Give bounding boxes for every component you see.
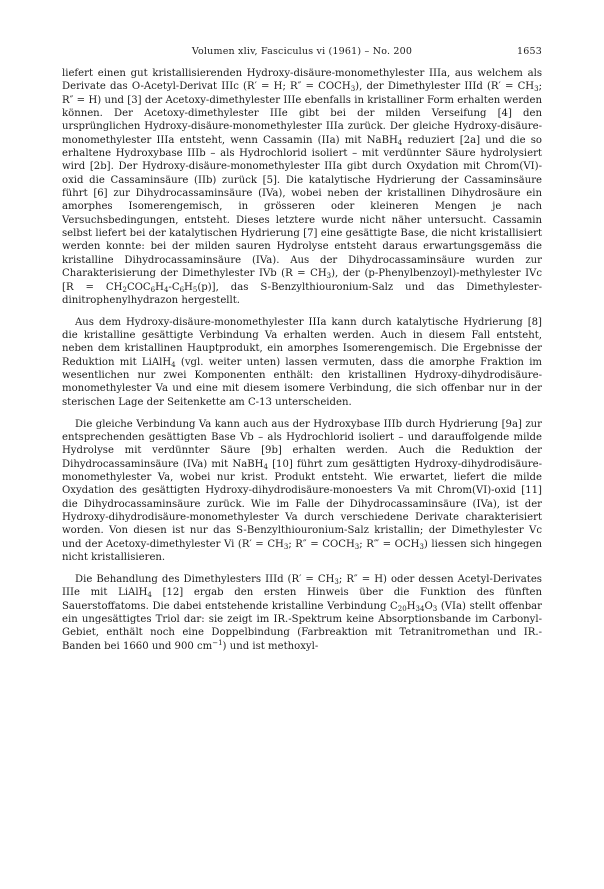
subscript: 4 — [397, 138, 403, 147]
subscript: 5 — [192, 285, 198, 294]
paragraph — [62, 573, 542, 653]
subscript: 3 — [326, 272, 332, 281]
text-run: Aus dem Hydroxy-disäure-monomethylester IIIa kann durch katalytische Hydrierung [8] die kristalline gesättigte Verbindung Va erhalten werden. Auch in diesem Fall entsteht, neben dem kristallinen Hauptprodukt, ein amorphes Isomerengemisch. Die Ergebnisse der Reduktion mit LiAlH — [62, 316, 542, 368]
text-run: Die gleiche Verbindung Va kann auch aus der Hydroxybase IIIb durch Hydrierung [9a] zur entsprechenden gesättigten Base Vb – als Hydrochlorid isoliert – und darauffolgende milde Hydrolyse mit verdünnter Säure [9b] erhalten werden. Auch die Reduktion der Dihydrocassaminsäure (IVa) mit NaBH — [62, 418, 542, 470]
subscript: 3 — [419, 542, 424, 551]
text-run: ; R″ = COCH — [288, 538, 355, 550]
text-run: H — [184, 281, 193, 293]
subscript: 4 — [171, 360, 176, 369]
paragraph — [62, 418, 542, 565]
text-run: (vgl. weiter unten) lassen vermuten, dass die amorphe Fraktion im wesentlichen nur zwei Komponenten enthält: den kristallinen Hydroxy-dihydrodisäure-monomethylester Va und eine mit diesem isomere Verbindung, die sich offenbar nur in der sterischen Lage der Seitenkette am C-13 unterscheiden. — [62, 356, 542, 408]
running-header — [62, 46, 542, 62]
subscript: 4 — [263, 462, 268, 471]
text-run: (VIa) stellt offenbar ein ungesättigtes Triol dar: sie zeigt im IR.-Spektrum keine Absorptionsbande im Carbonyl-Gebiet, enthält noch eine Doppelbindung (Farbreaktion mit Tetranitromethan und IR.-Banden bei 1660 und 900 cm — [62, 600, 542, 652]
superscript: −1 — [212, 638, 223, 647]
subscript: 6 — [150, 285, 156, 294]
text-run: COC — [126, 281, 151, 293]
text-run: ), der Dimethylester IIId (R′ = CH — [355, 81, 535, 93]
text-run: O — [424, 600, 433, 612]
text-run: ) liessen sich hingegen nicht kristallisieren. — [62, 538, 542, 564]
subscript: 3 — [354, 542, 360, 551]
running-title: Volumen xliv, Fasciculus vi (1961) – No. 200 — [191, 46, 413, 57]
text-run: ; R″ = H) und [3] der Acetoxy-dimethylester IIIe ebenfalls in kristalliner Form erhalten werden können. Der Acetoxy-dimethylester IIIe gibt bei der milden Verseifung [4] den ursprünglichen Hydroxy-disäure-monomethylester IIIa zurück. Der gleiche Hydroxy-disäure-monomethylester IIIa entsteht, wenn Cassamin (IIa) mit NaBH — [62, 81, 542, 146]
subscript: 2 — [122, 285, 127, 294]
text-run: ; R″ = H) oder dessen Acetyl-Derivates IIIe mit LiAlH — [62, 573, 542, 599]
page-number: 1653 — [517, 46, 542, 57]
subscript: 4 — [163, 285, 169, 294]
text-run: H — [406, 600, 416, 612]
text-run: ) und ist methoxyl- — [222, 640, 319, 652]
text-run: Die Behandlung des Dimethylesters IIId (R′ = CH — [75, 573, 335, 585]
subscript: 3 — [432, 604, 438, 613]
text-run: [12] ergab den ersten Hinweis über die Funktion des fünften Sauerstoffatoms. Die dabei entstehende kristalline Verbindung C — [62, 587, 542, 612]
text-run: -C — [168, 281, 180, 293]
subscript: 4 — [147, 591, 152, 600]
text-run: reduziert [2a] und die so erhaltene Hydroxybase IIIb – als Hydrochlorid isoliert – mit verdünnter Säure hydrolysiert wird [2b]. Der Hydroxy-disäure-monomethylester IIIa gibt durch Oxydation mit Chrom(VI)-oxid die Cassaminsäure (IIb) zurück [5]. Die katalytische Hydrierung der Cassaminsäure führt [6] zur Dihydrocassaminsäure (IVa), wobei neben der kristallinen Dihydrosäure ein amorphes Isomerengemisch, in grösseren oder kleineren Mengen je nach Versuchsbedingungen, entsteht. Dieses letztere wurde nicht näher untersucht. Cassamin selbst liefert bei der katalytischen Hydrierung [7] eine gesättigte Base, die nicht kristallisiert werden konnte: bei der milden sauren Hydrolyse entsteht daraus erwartungsgemäss die kristalline Dihydrocassaminsäure (IVa). Aus der Dihydrocassaminsäure wurden zur Charakterisierung der Dimethylester IVb (R = CH — [62, 134, 542, 280]
text-run: liefert einen gut kristallisierenden Hydroxy-disäure-monomethylester IIIa, aus welchem als Derivate das O-Acetyl-Derivat IIIc (R′ = H; R″ = COCH — [62, 68, 542, 93]
text-run: ), der (p-Phenylbenzoyl)-methylester IVc [R = CH — [62, 268, 542, 293]
text-run: H — [155, 281, 164, 293]
text-run: ; R‴ = OCH — [359, 538, 420, 550]
subscript: 20 — [397, 604, 407, 613]
subscript: 34 — [415, 604, 425, 613]
subscript: 3 — [334, 577, 339, 586]
paragraph — [62, 67, 542, 307]
subscript: 3 — [534, 85, 539, 94]
text-run: [10] führt zum gesättigten Hydroxy-dihydrodisäure-monomethylester Va, wobei nur krist. Produkt entsteht. Wie erwartet, liefert die milde Oxydation des gesättigten Hydroxy-dihydrodisäure-monoesters Va mit Chrom(VI)-oxid [11] die Dihydrocassaminsäure zurück. Wie im Falle der Dihydrocassaminsäure (IVa), ist der Hydroxy-dihydrodisäure-monomethylester Va durch verschiedene Derivate charakterisiert worden. Von diesen ist nur das S-Benzylthiouronium-Salz kristallin; der Dimethylester Vc und der Acetoxy-dimethylester Vi (R′ = CH — [62, 458, 543, 550]
text-run: (p)], das S-Benzylthiouronium-Salz und das Dimethylester-dinitrophenylhydrazon hergestellt. — [62, 281, 542, 306]
subscript: 3 — [283, 542, 289, 551]
article-body — [62, 67, 542, 661]
paragraph — [62, 316, 542, 409]
subscript: 6 — [179, 285, 185, 294]
subscript: 3 — [350, 85, 356, 94]
